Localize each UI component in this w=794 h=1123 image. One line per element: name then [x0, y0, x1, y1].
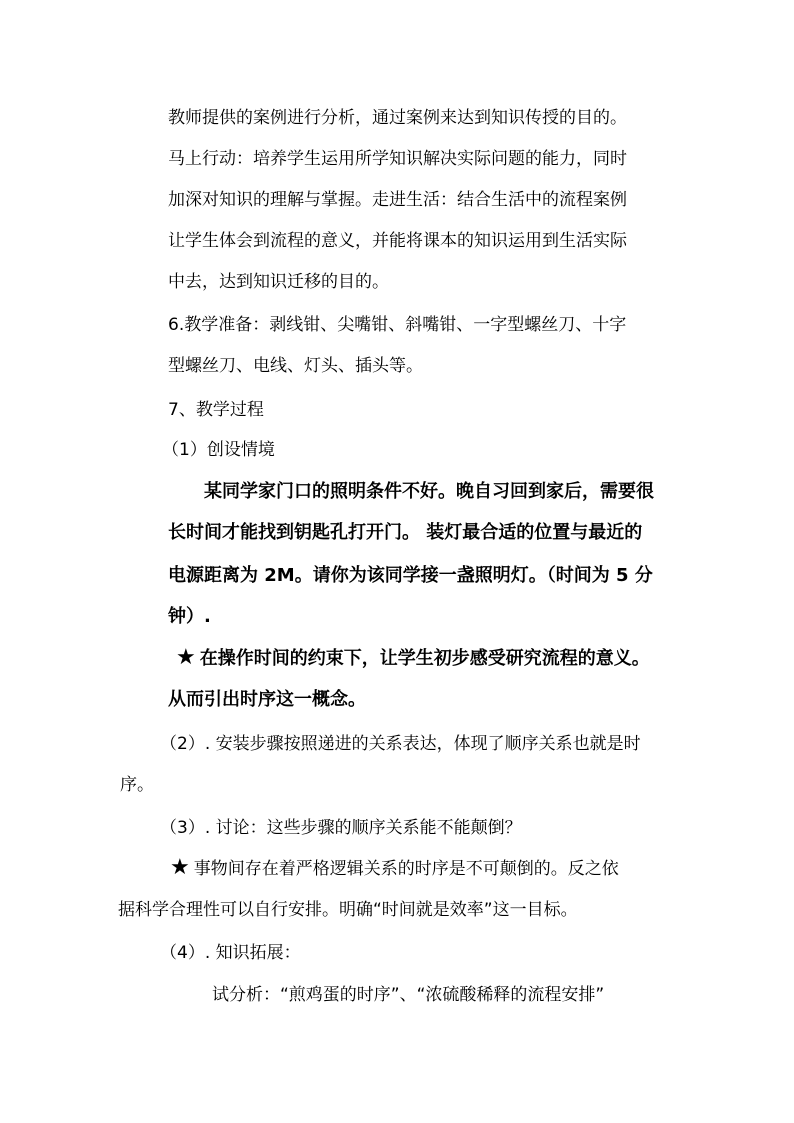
- text-line: 马上行动：培养学生运用所学知识解决实际问题的能力，同时: [168, 149, 627, 169]
- text-line: 让学生体会到流程的意义，并能将课本的知识运用到生活实际: [168, 231, 627, 251]
- text-line: 试分析：“煎鸡蛋的时序”、“浓硫酸稀释的流程安排”: [212, 985, 605, 1005]
- text-line: 教师提供的案例进行分析，通过案例来达到知识传授的目的。: [168, 108, 627, 128]
- text-line: （4）. 知识拓展：: [160, 943, 301, 963]
- text-line: 加深对知识的理解与掌握。走进生活：结合生活中的流程案例: [168, 190, 627, 210]
- subsection-heading: （1）创设情境: [162, 440, 275, 460]
- scenario-text: 某同学家门口的照明条件不好。晚自习回到家后，需要很: [204, 481, 654, 502]
- text-line: 中去，达到知识迁移的目的。: [168, 272, 389, 292]
- text-line: 型螺丝刀、电线、灯头、插头等。: [168, 356, 423, 376]
- star-icon: ★: [170, 855, 190, 880]
- text-line: 6.教学准备：剥线钳、尖嘴钳、斜嘴钳、一字型螺丝刀、十字: [168, 315, 627, 335]
- scenario-text: 钟）.: [168, 606, 211, 627]
- scenario-text: 电源距离为 2M。请你为该同学接一盏照明灯。（时间为 5 分: [168, 565, 653, 586]
- highlight-text: 从而引出时序这一概念。: [168, 689, 366, 710]
- text-line: 据科学合理性可以自行安排。明确“时间就是效率”这一目标。: [118, 900, 578, 920]
- highlight-text: 在操作时间的约束下，让学生初步感受研究流程的意义。: [199, 648, 650, 669]
- section-heading: 7、教学过程: [168, 400, 264, 420]
- text-line: （2）. 安装步骤按照递进的关系表达，体现了顺序关系也就是时: [160, 734, 641, 754]
- text-line: 序。: [120, 775, 154, 795]
- note-line: [170, 856, 619, 881]
- scenario-text: 长时间才能找到钥匙孔打开门。 装灯最合适的位置与最近的: [168, 522, 643, 543]
- note-text: 事物间存在着严格逻辑关系的时序是不可颠倒的。反之依: [193, 859, 619, 879]
- text-line: （3）. 讨论：这些步骤的顺序关系能不能颠倒？: [160, 818, 522, 838]
- star-icon: ★: [176, 645, 196, 670]
- highlight-line: [176, 646, 650, 671]
